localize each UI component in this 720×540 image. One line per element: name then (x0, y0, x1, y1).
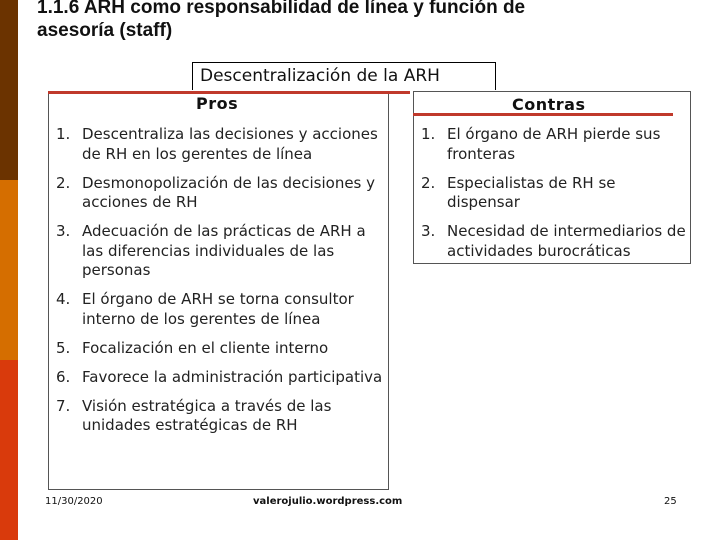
item-number: 4. (56, 290, 71, 308)
pros-heading: Pros (196, 94, 239, 113)
list-item (56, 290, 386, 329)
sidebar-band-top (0, 0, 18, 180)
item-number: 3. (421, 222, 436, 240)
item-number: 2. (56, 173, 71, 192)
item-number: 3. (56, 222, 71, 240)
list-item (56, 125, 386, 164)
item-text: Necesidad de intermediarios de actividades burocráticas (447, 222, 686, 260)
item-text: Visión estratégica a través de las unidades estratégicas de RH (82, 396, 332, 434)
sidebar-band-middle (0, 180, 18, 360)
footer-date: 11/30/2020 (45, 496, 103, 507)
item-text: El órgano de ARH pierde sus fronteras (447, 125, 661, 163)
slide-title (37, 0, 707, 42)
footer-page-number: 25 (664, 496, 677, 507)
subtitle-box: Descentralización de la ARH (192, 62, 496, 90)
item-number: 1. (421, 125, 436, 143)
list-item (56, 174, 386, 213)
list-item (56, 368, 386, 388)
sidebar-band-bottom (0, 360, 18, 540)
pros-list (56, 125, 386, 445)
item-number: 7. (56, 396, 71, 415)
item-text: El órgano de ARH se torna consultor interno de los gerentes de línea (82, 290, 354, 328)
contras-list (421, 125, 686, 271)
list-item (421, 222, 686, 261)
item-text: Focalización en el cliente interno (82, 338, 329, 357)
item-text: Adecuación de las prácticas de ARH a las diferencias individuales de las personas (82, 222, 366, 279)
list-item (56, 222, 386, 281)
list-item (421, 174, 686, 213)
item-number: 6. (56, 367, 71, 386)
list-item (56, 339, 386, 359)
item-number: 2. (421, 173, 436, 192)
item-number: 5. (56, 338, 71, 357)
item-text: Descentraliza las decisiones y acciones de RH en los gerentes de línea (82, 125, 378, 163)
item-number: 1. (56, 125, 71, 143)
item-text: Desmonopolización de las decisiones y acciones de RH (82, 173, 376, 211)
title-line-1: 1.1.6 ARH como responsabilidad de línea y función de (37, 0, 526, 18)
list-item (421, 125, 686, 164)
title-line-2: asesoría (staff) (37, 20, 173, 41)
contras-heading: Contras (512, 95, 586, 114)
item-text: Favorece la administración participativa (82, 367, 383, 386)
list-item (56, 397, 386, 436)
footer-site: valerojulio.wordpress.com (253, 496, 403, 507)
item-text: Especialistas de RH se dispensar (447, 173, 616, 211)
